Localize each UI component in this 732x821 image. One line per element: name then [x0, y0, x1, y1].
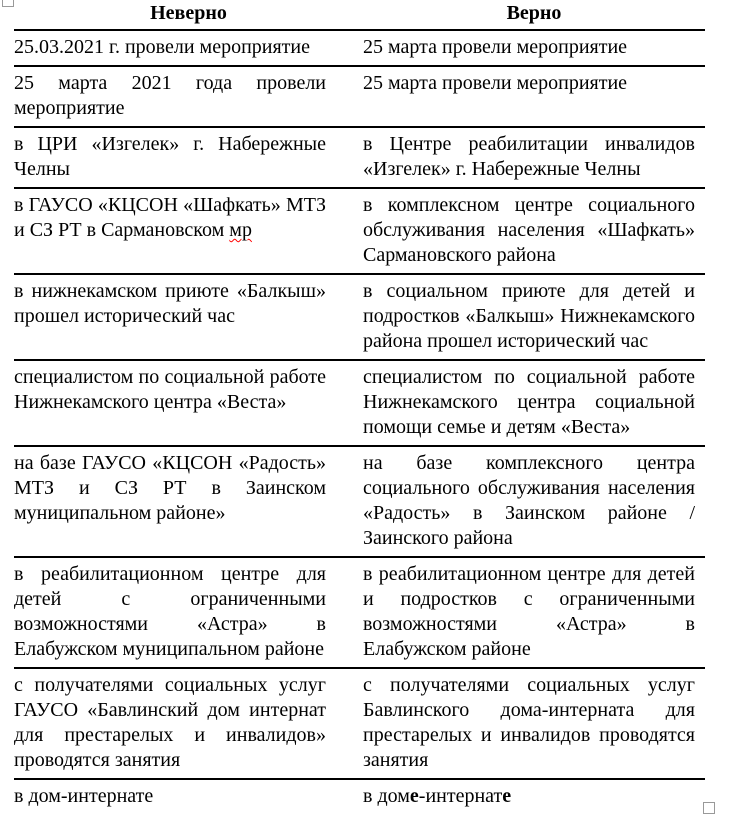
incorrect-cell[interactable] [14, 360, 363, 446]
correct-cell[interactable] [363, 66, 705, 127]
correct-cell[interactable] [363, 360, 705, 446]
incorrect-cell[interactable] [14, 274, 363, 360]
correction-table [14, 0, 705, 814]
table-row [14, 779, 705, 814]
misspelled-text: мр [229, 219, 252, 241]
text-run: в комплексном центре социального обслуживания населения «Шафкать» Сармановского района [363, 194, 695, 266]
text-run: в ЦРИ «Изгелек» г. Набережные Челны [14, 133, 326, 180]
text-run: в реабилитационном центре для детей и подростков с ограниченными возможностями «Астра» в Елабужском районе [363, 563, 695, 660]
correct-cell[interactable] [363, 557, 705, 668]
table-row [14, 274, 705, 360]
text-run: в нижнекамском приюте «Балкыш» прошел исторический час [14, 280, 326, 327]
text-run: в социальном приюте для детей и подростков «Балкыш» Нижнекамского района прошел исторический час [363, 280, 695, 352]
text-run: в дом [363, 785, 410, 807]
column-header-correct[interactable]: Верно [363, 0, 705, 30]
text-boundary-mark-bottom-right [703, 802, 715, 814]
table-row [14, 668, 705, 779]
text-run: в Центре реабилитации инвалидов «Изгелек» г. Набережные Челны [363, 133, 695, 180]
incorrect-cell[interactable] [14, 446, 363, 557]
table-row [14, 188, 705, 274]
text-run: на базе комплексного центра социального обслуживания населения «Радость» в Заинском районе / Заинского района [363, 452, 695, 549]
incorrect-cell[interactable] [14, 779, 363, 814]
table-row [14, 557, 705, 668]
table-row [14, 360, 705, 446]
text-run: в ГАУСО «КЦСОН «Шафкать» МТЗ и СЗ РТ в Сармановском [14, 194, 326, 241]
text-run: в реабилитационном центре для детей с ограниченными возможностями «Астра» в Елабужском муниципальном районе [14, 563, 326, 660]
correct-cell[interactable] [363, 30, 705, 66]
table-row [14, 30, 705, 66]
incorrect-cell[interactable] [14, 66, 363, 127]
text-run: специалистом по социальной работе Нижнекамского центра социальной помощи семье и детям «Веста» [363, 366, 695, 438]
table-body [14, 30, 705, 814]
table-header [14, 0, 705, 30]
incorrect-cell[interactable] [14, 668, 363, 779]
incorrect-cell[interactable] [14, 127, 363, 188]
text-run: -интернат [418, 785, 503, 807]
text-run: специалистом по социальной работе Нижнекамского центра «Веста» [14, 366, 326, 413]
text-run: в дом-интернате [14, 785, 154, 807]
text-boundary-mark-top-left [2, 0, 14, 7]
incorrect-cell[interactable] [14, 557, 363, 668]
text-run: е [502, 785, 512, 807]
text-run: с получателями социальных услуг Бавлинского дома-интерната для престарелых и инвалидов проводятся занятия [363, 674, 695, 771]
correct-cell[interactable] [363, 274, 705, 360]
table-row [14, 446, 705, 557]
table-row [14, 66, 705, 127]
text-run: е [409, 785, 419, 807]
incorrect-cell[interactable] [14, 30, 363, 66]
text-run: 25 марта 2021 года провели мероприятие [14, 72, 326, 119]
text-run: 25 марта провели мероприятие [363, 72, 628, 94]
correct-cell[interactable] [363, 779, 705, 814]
correct-cell[interactable] [363, 446, 705, 557]
text-run: 25 марта провели мероприятие [363, 36, 628, 58]
table-row [14, 127, 705, 188]
correct-cell[interactable] [363, 127, 705, 188]
text-run: с получателями социальных услуг ГАУСО «Бавлинский дом интернат для престарелых и инвалидов» проводятся занятия [14, 674, 326, 771]
correct-cell[interactable] [363, 188, 705, 274]
header-row [14, 0, 705, 30]
column-header-incorrect[interactable]: Неверно [14, 0, 363, 30]
correct-cell[interactable] [363, 668, 705, 779]
incorrect-cell[interactable] [14, 188, 363, 274]
text-run: 25.03.2021 г. провели мероприятие [14, 36, 310, 58]
text-run: на базе ГАУСО «КЦСОН «Радость» МТЗ и СЗ РТ в Заинском муниципальном районе» [14, 452, 326, 524]
